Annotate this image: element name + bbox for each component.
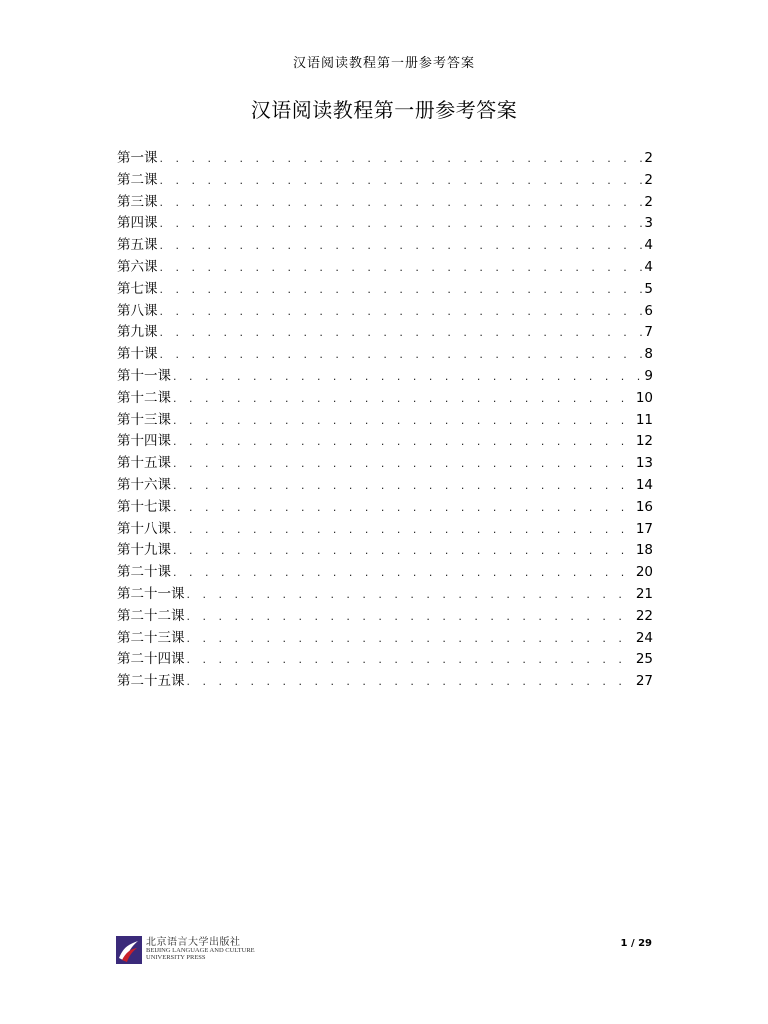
toc-entry-label: 第四课 (117, 215, 158, 232)
toc-entry-page: 8 (644, 346, 653, 363)
toc-entry-label: 第七课 (117, 280, 158, 297)
publisher-logo (116, 936, 255, 964)
toc-entry[interactable] (117, 190, 653, 212)
toc-entry[interactable] (117, 342, 653, 364)
toc-entry-page: 22 (635, 607, 653, 624)
toc-entry[interactable] (117, 582, 653, 604)
toc-dot-leader (173, 544, 634, 557)
toc-dot-leader (173, 523, 634, 536)
toc-entry-label: 第二十课 (117, 564, 171, 581)
toc-entry-page: 5 (644, 280, 653, 297)
toc-entry-label: 第十课 (117, 346, 158, 363)
toc-entry-page: 20 (635, 564, 653, 581)
toc-dot-leader (187, 675, 634, 688)
toc-entry-label: 第二课 (117, 171, 158, 188)
toc-entry[interactable] (117, 386, 653, 408)
toc-dot-leader (173, 414, 634, 427)
toc-entry-page: 4 (644, 237, 653, 254)
toc-entry-label: 第二十一课 (117, 585, 185, 602)
toc-entry-page: 13 (635, 455, 653, 472)
toc-dot-leader (160, 217, 643, 230)
toc-entry-page: 14 (635, 476, 653, 493)
toc-entry-label: 第十二课 (117, 389, 171, 406)
toc-entry[interactable] (117, 517, 653, 539)
toc-entry-label: 第十一课 (117, 367, 171, 384)
toc-entry[interactable] (117, 168, 653, 190)
table-of-contents (117, 146, 653, 691)
toc-dot-leader (160, 196, 643, 209)
toc-entry[interactable] (117, 364, 653, 386)
toc-dot-leader (173, 392, 634, 405)
toc-entry-label: 第十四课 (117, 433, 171, 450)
toc-dot-leader (173, 370, 642, 383)
toc-entry[interactable] (117, 429, 653, 451)
toc-entry[interactable] (117, 146, 653, 168)
toc-entry-page: 6 (644, 302, 653, 319)
publisher-name-cn: 北京语言大学出版社 (146, 936, 241, 948)
toc-entry-page: 2 (644, 171, 653, 188)
toc-entry-page: 12 (635, 433, 653, 450)
toc-entry[interactable] (117, 647, 653, 669)
toc-entry-label: 第十三课 (117, 411, 171, 428)
toc-entry-page: 10 (635, 389, 653, 406)
toc-dot-leader (160, 152, 643, 165)
toc-dot-leader (173, 566, 634, 579)
toc-entry-page: 25 (635, 651, 653, 668)
toc-dot-leader (160, 239, 643, 252)
toc-dot-leader (187, 610, 634, 623)
toc-dot-leader (187, 632, 634, 645)
page-title: 汉语阅读教程第一册参考答案 (250, 98, 518, 122)
toc-entry-label: 第十八课 (117, 520, 171, 537)
toc-entry-page: 27 (635, 673, 653, 690)
toc-entry[interactable] (117, 495, 653, 517)
toc-entry-page: 9 (644, 367, 653, 384)
toc-dot-leader (160, 261, 643, 274)
toc-entry-page: 3 (644, 215, 653, 232)
toc-entry-label: 第十七课 (117, 498, 171, 515)
toc-entry-label: 第二十三课 (117, 629, 185, 646)
toc-dot-leader (160, 283, 643, 296)
toc-entry-label: 第二十四课 (117, 651, 185, 668)
toc-entry-label: 第十六课 (117, 476, 171, 493)
toc-dot-leader (160, 305, 643, 318)
publisher-emblem-icon (116, 936, 142, 964)
page-indicator: 1 / 29 (620, 938, 652, 949)
toc-entry-label: 第三课 (117, 193, 158, 210)
toc-entry[interactable] (117, 626, 653, 648)
toc-entry-label: 第五课 (117, 237, 158, 254)
toc-entry-label: 第十九课 (117, 542, 171, 559)
toc-entry[interactable] (117, 560, 653, 582)
toc-entry[interactable] (117, 408, 653, 430)
toc-entry[interactable] (117, 211, 653, 233)
toc-entry-page: 16 (635, 498, 653, 515)
toc-entry-label: 第八课 (117, 302, 158, 319)
toc-entry-label: 第六课 (117, 258, 158, 275)
toc-entry[interactable] (117, 451, 653, 473)
toc-dot-leader (160, 326, 643, 339)
toc-entry-page: 11 (635, 411, 653, 428)
toc-entry-page: 21 (635, 585, 653, 602)
toc-entry-page: 7 (644, 324, 653, 341)
toc-entry[interactable] (117, 669, 653, 691)
toc-dot-leader (160, 348, 643, 361)
publisher-name-en-line1: BEIJING LANGUAGE AND CULTURE (146, 947, 255, 955)
toc-entry-label: 第九课 (117, 324, 158, 341)
toc-entry-page: 17 (635, 520, 653, 537)
toc-dot-leader (173, 479, 634, 492)
toc-entry[interactable] (117, 320, 653, 342)
toc-entry-page: 2 (644, 150, 653, 166)
toc-entry-label: 第一课 (117, 150, 158, 166)
toc-dot-leader (173, 501, 634, 514)
publisher-name-en-line2: UNIVERSITY PRESS (146, 954, 206, 962)
toc-dot-leader (160, 174, 643, 187)
toc-entry[interactable] (117, 473, 653, 495)
toc-dot-leader (187, 653, 634, 666)
toc-entry[interactable] (117, 255, 653, 277)
toc-entry-label: 第二十五课 (117, 673, 185, 690)
toc-entry-page: 4 (644, 258, 653, 275)
toc-entry-label: 第十五课 (117, 455, 171, 472)
toc-entry[interactable] (117, 299, 653, 321)
toc-entry[interactable] (117, 277, 653, 299)
toc-dot-leader (187, 588, 634, 601)
toc-entry[interactable] (117, 538, 653, 560)
toc-entry-page: 18 (635, 542, 653, 559)
toc-entry-page: 2 (644, 193, 653, 210)
toc-dot-leader (173, 435, 634, 448)
toc-entry[interactable] (117, 233, 653, 255)
toc-dot-leader (173, 457, 634, 470)
running-header: 汉语阅读教程第一册参考答案 (292, 56, 475, 71)
toc-entry-label: 第二十二课 (117, 607, 185, 624)
toc-entry[interactable] (117, 604, 653, 626)
toc-entry-page: 24 (635, 629, 653, 646)
